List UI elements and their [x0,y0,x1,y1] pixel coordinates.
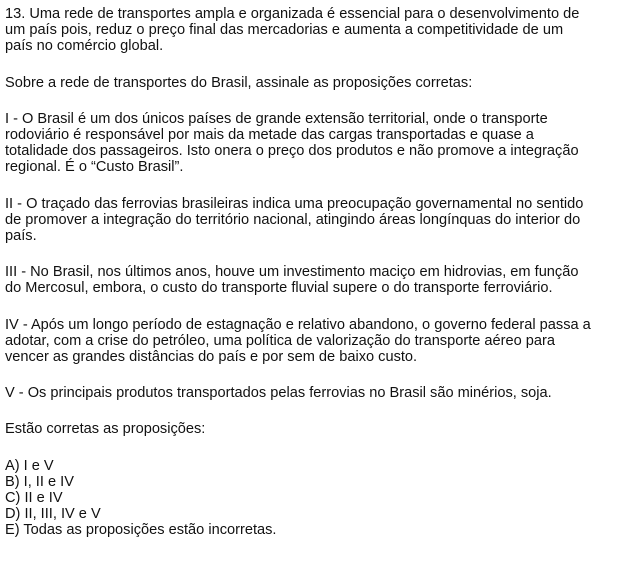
question-document [5,6,633,539]
proposition-iii: III - No Brasil, nos últimos anos, houve um investimento maciço em hidrovias, em função do Mercosul, embora, o custo do transporte fluvial supere o do transporte ferroviário. [5,264,579,297]
proposition-ii: II - O traçado das ferrovias brasileiras indica uma preocupação governamental no sentido de promover a integração do território nacional, atingindo áreas longínquas do interior do país. [5,195,584,245]
answer-options [5,458,633,539]
proposition-iv: IV - Após um longo período de estagnação e relativo abandono, o governo federal passa a adotar, com a crise do petróleo, uma política de valorização do transporte aéreo para vencer as grandes distâncias do país e por sem de baixo custo. [5,316,591,366]
question-intro: 13. Uma rede de transportes ampla e organizada é essencial para o desenvolvimento de um país pois, reduz o preço final das mercadorias e aumenta a competitividade de um país no comércio global. [5,6,580,55]
proposition-i: I - O Brasil é um dos únicos países de grande extensão territorial, onde o transporte rodoviário é responsável por mais da metade das cargas transportadas e quase a totalidade dos passageiros. Isto onera o preço dos produtos e não promove a integração regional. É o “Custo Brasil”. [5,110,579,176]
question-stem: Estão corretas as proposições: [5,421,206,438]
question-prompt: Sobre a rede de transportes do Brasil, assinale as proposições corretas: [5,74,473,91]
proposition-v: V - Os principais produtos transportados pelas ferrovias no Brasil são minérios, soja. [5,385,552,402]
option-e[interactable]: E) Todas as proposições estão incorretas. [5,522,277,539]
option-a[interactable]: A) I e V [5,457,54,474]
option-d[interactable]: D) II, III, IV e V [5,506,101,523]
option-c[interactable]: C) II e IV [5,490,63,507]
option-b[interactable]: B) I, II e IV [5,473,74,490]
